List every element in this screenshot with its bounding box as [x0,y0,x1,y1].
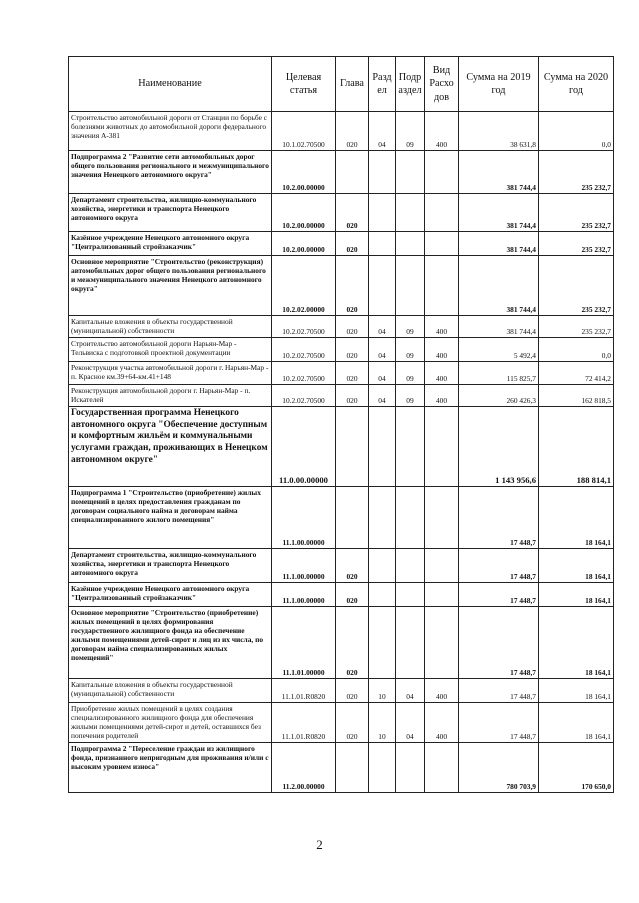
cell-target: 10.2.02.70500 [272,316,336,338]
cell-sum-2019: 17 448,7 [459,607,539,679]
table-row [69,338,614,362]
cell-subsection [396,487,425,549]
cell-section: 10 [369,679,396,703]
cell-chapter: 020 [336,385,369,407]
cell-sum-2020: 18 164,1 [539,703,614,743]
cell-expense-type [425,583,459,607]
cell-subsection: 09 [396,385,425,407]
cell-target: 10.2.00.00000 [272,151,336,194]
table-row [69,112,614,151]
cell-target: 10.2.02.70500 [272,385,336,407]
cell-sum-2019: 17 448,7 [459,487,539,549]
cell-name: Департамент строительства, жилищно-коммунального хозяйства, энергетики и транспорта Ненецкого автономного округа [69,194,272,232]
cell-sum-2020: 162 818,5 [539,385,614,407]
cell-name: Подпрограмма 2 "Переселение граждан из жилищного фонда, признанного непригодным для проживания и/или с высоким уровнем износа" [69,743,272,793]
cell-sum-2019: 17 448,7 [459,703,539,743]
cell-name: Подпрограмма 1 "Строительство (приобретение) жилых помещений в целях предоставления гражданам по договорам социального найма и договорам найма специализированного жилого помещения" [69,487,272,549]
cell-target: 10.1.02.70500 [272,112,336,151]
cell-chapter: 020 [336,607,369,679]
cell-section: 04 [369,316,396,338]
header-sum-2019: Сумма на 2019 год [459,57,539,112]
cell-section [369,583,396,607]
table-row [69,232,614,256]
cell-chapter [336,407,369,487]
cell-expense-type [425,151,459,194]
cell-name: Основное мероприятие "Строительство (приобретение) жилых помещений в целях формирования государственного жилищного фонда на обеспечение жилыми помещениями детей-сирот и лиц из их числа, по договорам найма специализированных жилых помещений" [69,607,272,679]
cell-section [369,151,396,194]
cell-sum-2019: 38 631,8 [459,112,539,151]
cell-section: 04 [369,112,396,151]
cell-sum-2020: 18 164,1 [539,487,614,549]
cell-expense-type [425,194,459,232]
cell-sum-2019: 381 744,4 [459,194,539,232]
cell-target: 10.2.00.00000 [272,232,336,256]
cell-name: Основное мероприятие "Строительство (реконструкция) автомобильных дорог общего пользования регионального и межмуниципального значения Ненецкого автономного округа" [69,256,272,316]
cell-chapter: 020 [336,316,369,338]
cell-expense-type: 400 [425,338,459,362]
budget-document [68,56,613,793]
cell-sum-2019: 5 492,4 [459,338,539,362]
cell-name: Капитальные вложения в объекты государственной (муниципальной) собственности [69,679,272,703]
cell-subsection [396,549,425,583]
header-subsection: Подр аздел [396,57,425,112]
cell-target: 11.0.00.00000 [272,407,336,487]
cell-expense-type: 400 [425,316,459,338]
cell-sum-2019: 260 426,3 [459,385,539,407]
cell-name: Подпрограмма 2 "Развитие сети автомобильных дорог общего пользования регионального и межмуниципального значения Ненецкого автономного округа" [69,151,272,194]
cell-name: Реконструкция участка автомобильной дороги г. Нарьян-Мар - п. Красное км.39+64-км.41+148 [69,362,272,385]
cell-target: 10.2.02.70500 [272,362,336,385]
table-row [69,583,614,607]
cell-section: 04 [369,362,396,385]
table-row [69,256,614,316]
cell-target: 11.1.01.R0820 [272,679,336,703]
cell-chapter: 020 [336,232,369,256]
cell-sum-2020: 235 232,7 [539,316,614,338]
cell-sum-2019: 381 744,4 [459,232,539,256]
cell-expense-type: 400 [425,679,459,703]
cell-sum-2019: 381 744,4 [459,151,539,194]
cell-sum-2020: 72 414,2 [539,362,614,385]
cell-subsection [396,743,425,793]
table-row [69,607,614,679]
budget-table [68,56,614,793]
cell-sum-2020: 18 164,1 [539,679,614,703]
cell-sum-2019: 17 448,7 [459,583,539,607]
cell-expense-type [425,607,459,679]
cell-subsection: 04 [396,679,425,703]
cell-sum-2020: 170 650,0 [539,743,614,793]
cell-sum-2020: 235 232,7 [539,194,614,232]
cell-subsection: 09 [396,112,425,151]
table-row [69,407,614,487]
cell-chapter: 020 [336,679,369,703]
cell-name: Казённое учреждение Ненецкого автономного округа "Централизованный стройзаказчик" [69,583,272,607]
cell-sum-2019: 17 448,7 [459,679,539,703]
cell-sum-2020: 235 232,7 [539,232,614,256]
cell-section [369,407,396,487]
cell-target: 11.1.01.00000 [272,607,336,679]
cell-subsection [396,151,425,194]
table-row [69,703,614,743]
cell-name: Приобретение жилых помещений в целях создания специализированного жилищного фонда для обеспечения жилыми помещениями детей-сирот и детей, оставшихся без попечения родителей [69,703,272,743]
header-row [69,57,614,112]
cell-target: 10.2.02.00000 [272,256,336,316]
table-row [69,362,614,385]
cell-name: Реконструкция автомобильной дороги г. Нарьян-Мар - п. Искателей [69,385,272,407]
cell-expense-type [425,549,459,583]
cell-target: 11.1.00.00000 [272,583,336,607]
cell-chapter: 020 [336,362,369,385]
cell-expense-type [425,407,459,487]
header-chapter: Глава [336,57,369,112]
cell-sum-2020: 235 232,7 [539,256,614,316]
header-section: Разд ел [369,57,396,112]
cell-target: 11.1.01.R0820 [272,703,336,743]
cell-expense-type: 400 [425,385,459,407]
cell-subsection [396,583,425,607]
cell-section [369,743,396,793]
cell-chapter: 020 [336,703,369,743]
cell-chapter: 020 [336,256,369,316]
cell-sum-2019: 381 744,4 [459,316,539,338]
cell-sum-2019: 115 825,7 [459,362,539,385]
cell-subsection: 09 [396,338,425,362]
cell-expense-type [425,256,459,316]
cell-name: Департамент строительства, жилищно-коммунального хозяйства, энергетики и транспорта Ненецкого автономного округа [69,549,272,583]
cell-name: Строительство автомобильной дороги Нарьян-Мар - Тельвиска с подготовкой проектной документации [69,338,272,362]
cell-chapter [336,487,369,549]
cell-sum-2020: 0,0 [539,112,614,151]
cell-sum-2019: 1 143 956,6 [459,407,539,487]
cell-sum-2019: 17 448,7 [459,549,539,583]
cell-name: Капитальные вложения в объекты государственной (муниципальной) собственности [69,316,272,338]
table-row [69,385,614,407]
table-row [69,549,614,583]
cell-chapter: 020 [336,583,369,607]
table-row [69,679,614,703]
cell-sum-2020: 18 164,1 [539,607,614,679]
cell-expense-type [425,743,459,793]
cell-subsection: 09 [396,362,425,385]
cell-name: Казённое учреждение Ненецкого автономного округа "Централизованный стройзаказчик" [69,232,272,256]
cell-target: 10.2.00.00000 [272,194,336,232]
cell-name: Государственная программа Ненецкого автономного округа "Обеспечение доступным и комфортным жильём и коммунальными услугами граждан, проживающих в Ненецком автономном округе" [69,407,272,487]
cell-section [369,194,396,232]
cell-sum-2019: 780 703,9 [459,743,539,793]
cell-section [369,487,396,549]
header-expense-type: Вид Расхо дов [425,57,459,112]
cell-sum-2020: 188 814,1 [539,407,614,487]
cell-expense-type: 400 [425,362,459,385]
cell-section [369,549,396,583]
cell-sum-2020: 18 164,1 [539,549,614,583]
cell-subsection: 09 [396,316,425,338]
cell-name: Строительство автомобильной дороги от Станции по борьбе с болезнями животных до автомобильной дороги федерального значения А-381 [69,112,272,151]
table-row [69,743,614,793]
cell-chapter: 020 [336,338,369,362]
cell-section [369,232,396,256]
cell-subsection: 04 [396,703,425,743]
cell-sum-2020: 235 232,7 [539,151,614,194]
cell-section: 04 [369,385,396,407]
cell-sum-2019: 381 744,4 [459,256,539,316]
page-number: 2 [316,837,323,852]
cell-subsection [396,232,425,256]
cell-section: 10 [369,703,396,743]
cell-section [369,607,396,679]
cell-chapter: 020 [336,112,369,151]
cell-target: 11.1.00.00000 [272,487,336,549]
cell-subsection [396,407,425,487]
cell-target: 11.1.00.00000 [272,549,336,583]
header-name: Наименование [69,57,272,112]
cell-subsection [396,256,425,316]
cell-section: 04 [369,338,396,362]
cell-expense-type: 400 [425,703,459,743]
cell-sum-2020: 18 164,1 [539,583,614,607]
cell-chapter: 020 [336,194,369,232]
cell-target: 10.2.02.70500 [272,338,336,362]
cell-expense-type [425,232,459,256]
table-row [69,316,614,338]
cell-chapter [336,151,369,194]
cell-target: 11.2.00.00000 [272,743,336,793]
cell-section [369,256,396,316]
cell-chapter [336,743,369,793]
cell-subsection [396,607,425,679]
cell-sum-2020: 0,0 [539,338,614,362]
cell-subsection [396,194,425,232]
table-row [69,151,614,194]
header-target: Целевая статья [272,57,336,112]
table-row [69,487,614,549]
cell-chapter: 020 [336,549,369,583]
header-sum-2020: Сумма на 2020 год [539,57,614,112]
cell-expense-type [425,487,459,549]
table-row [69,194,614,232]
cell-expense-type: 400 [425,112,459,151]
